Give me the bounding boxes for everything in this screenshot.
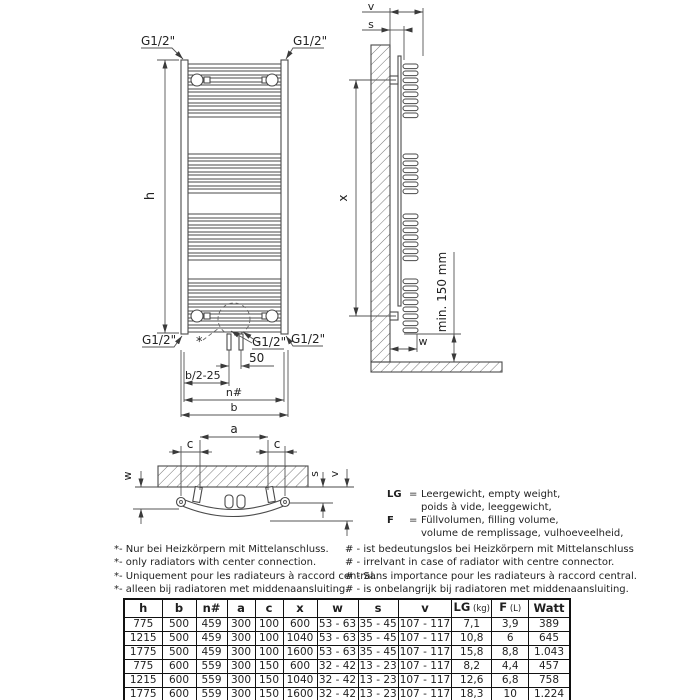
- dim-label-50: 50: [249, 351, 265, 365]
- radiator-rung: [188, 85, 281, 89]
- radiator-rung: [188, 99, 281, 103]
- table-row: [124, 674, 570, 688]
- footnote-line: # - is onbelangrijk bij radiatoren met middenaansluiting.: [345, 584, 629, 596]
- wall-bracket-icons: [191, 74, 278, 322]
- table-cell: 150: [255, 674, 283, 688]
- radiator-rung: [188, 279, 281, 283]
- table-cell: 53 - 63: [318, 646, 357, 658]
- table-cell: 6: [492, 632, 529, 646]
- dim-label-b2-25: b/2-25: [185, 369, 221, 382]
- column-header: h: [124, 599, 162, 618]
- table-cell: 457: [529, 660, 570, 674]
- tube-loop: [403, 64, 418, 69]
- center-stub-right: [237, 495, 245, 508]
- column-header: F (L): [492, 599, 529, 618]
- table-cell: 600: [283, 618, 317, 632]
- radiator-rungs: [188, 64, 281, 332]
- bracket-left: [193, 487, 202, 503]
- radiator-rung: [188, 228, 281, 232]
- bracket-right: [266, 487, 275, 503]
- table-cell: 500: [162, 646, 196, 660]
- dim-label-n: n#: [225, 386, 243, 399]
- tube-loop: [403, 71, 418, 76]
- footnote-line: *- only radiators with center connection.: [114, 557, 317, 569]
- table-cell: 8,8: [492, 646, 529, 660]
- legend-row-lg: [387, 488, 623, 501]
- footnote-line: # - Sans importance pour les radiateurs à raccord central.: [345, 570, 637, 582]
- column-header: b: [162, 599, 196, 618]
- radiator-rung: [188, 307, 281, 311]
- radiator-rung: [188, 182, 281, 186]
- dim-label-s-bottom: s: [308, 471, 321, 477]
- table-cell: 53 - 63: [318, 632, 357, 644]
- side-view: [336, 0, 502, 372]
- table-cell: 300: [227, 674, 255, 688]
- table-cell: 300: [227, 632, 255, 646]
- table-cell: 10,8: [452, 632, 492, 646]
- mounting-plate: [398, 56, 401, 306]
- center-stub-left: [225, 495, 233, 508]
- table-cell: 6,8: [492, 674, 529, 688]
- dim-label-h: h: [143, 191, 158, 201]
- table-cell: 107 - 117: [399, 688, 451, 700]
- radiator-rung: [188, 214, 281, 218]
- radiator-rung: [188, 113, 281, 117]
- bottom-view: [121, 422, 354, 536]
- spec-table: [123, 598, 571, 700]
- table-cell: 559: [196, 660, 227, 674]
- tube-loop: [403, 242, 418, 247]
- radiator-rung: [188, 106, 281, 110]
- table-cell: 12,6: [452, 674, 492, 688]
- tube-loop: [403, 249, 418, 254]
- legend-row-lg2: [387, 501, 623, 514]
- table-cell: 1775: [124, 646, 162, 660]
- tube-loop: [403, 286, 418, 291]
- tube-loop: [403, 314, 418, 319]
- footnote-line: *- Uniquement pour les radiateurs à raccord central.: [114, 570, 377, 582]
- table-cell: 18,3: [452, 688, 492, 700]
- table-cell: 500: [162, 618, 196, 632]
- table-cell: 300: [227, 660, 255, 674]
- left-tube: [181, 60, 188, 334]
- table-cell: 3,9: [492, 618, 529, 632]
- radiator-rung: [188, 92, 281, 96]
- radiator-rung: [188, 286, 281, 290]
- tube-loop: [403, 321, 418, 326]
- table-cell: 1.224: [529, 688, 570, 700]
- radiator-rung: [188, 235, 281, 239]
- table-cell: 13 - 23: [359, 674, 397, 686]
- table-cell: 1215: [124, 674, 162, 688]
- table-cell: 1215: [124, 632, 162, 646]
- dim-label-a: a: [230, 422, 238, 436]
- table-cell: 559: [196, 688, 227, 700]
- table-row: [124, 632, 570, 646]
- column-header: v: [398, 599, 452, 618]
- dim-label-c-left: c: [186, 437, 194, 451]
- table-cell: 107 - 117: [399, 646, 451, 658]
- table-cell: 600: [283, 660, 317, 674]
- table-body: [124, 618, 570, 700]
- table-row: [124, 660, 570, 674]
- radiator-rung: [188, 221, 281, 225]
- radiator-rung: [188, 242, 281, 246]
- radiator-rung: [188, 71, 281, 75]
- table-cell: 107 - 117: [399, 674, 451, 686]
- dim-label-min-150: min. 150 mm: [435, 251, 449, 333]
- footnote-mark-asterisk: *: [196, 335, 203, 350]
- table-cell: 775: [124, 660, 162, 674]
- table-cell: 15,8: [452, 646, 492, 660]
- dim-label-c-right: c: [273, 437, 281, 451]
- table-cell: 35 - 45: [359, 632, 397, 644]
- footnotes-hash: [345, 543, 637, 597]
- table-row: [124, 646, 570, 660]
- table-cell: 107 - 117: [399, 618, 451, 630]
- table-row: [124, 688, 570, 700]
- table-header-row: [124, 599, 570, 618]
- legend-row-f: [387, 514, 623, 527]
- table-cell: 8,2: [452, 660, 492, 674]
- fitting-label-top-left: G1/2": [141, 34, 176, 48]
- front-view: [141, 34, 327, 417]
- legend-key: LG: [387, 489, 402, 500]
- radiator-rung: [188, 161, 281, 165]
- column-header: n#: [196, 599, 227, 618]
- footnote-line: *- Nur bei Heizkörpern mit Mittelanschluss.: [114, 544, 329, 555]
- table-cell: 300: [227, 646, 255, 660]
- radiator-rung: [188, 328, 281, 332]
- fitting-label-center: G1/2": [252, 335, 287, 349]
- wall-section-top: [158, 466, 308, 487]
- column-header: c: [255, 599, 283, 618]
- tube-loops: [403, 64, 418, 333]
- tube-loop: [403, 175, 418, 180]
- table-cell: 150: [255, 688, 283, 700]
- legend-text: Leergewicht, empty weight,: [421, 489, 561, 500]
- tube-loop: [403, 228, 418, 233]
- tube-loop: [403, 279, 418, 284]
- tube-loop: [403, 113, 418, 118]
- table-cell: 107 - 117: [399, 660, 451, 672]
- radiator-rung: [188, 293, 281, 297]
- tube-loop: [403, 307, 418, 312]
- table-cell: 775: [124, 618, 162, 632]
- footnote-line: # - irrelvant in case of radiator with centre connector.: [345, 557, 615, 569]
- table-cell: 559: [196, 674, 227, 688]
- column-header: LG (kg): [452, 599, 492, 618]
- tube-loop: [403, 78, 418, 83]
- legend-text: volume de remplissage, vulhoeveelheid,: [421, 528, 624, 539]
- table-cell: 459: [196, 618, 227, 632]
- radiator-rung: [188, 64, 281, 68]
- radiator-rung: [188, 321, 281, 325]
- dim-label-v-side: v: [367, 0, 375, 13]
- tube-end-right: [281, 498, 290, 507]
- tube-loop: [403, 85, 418, 90]
- table-cell: 500: [162, 632, 196, 646]
- table-cell: 100: [255, 646, 283, 660]
- table-cell: 1040: [283, 674, 317, 688]
- tube-loop: [403, 182, 418, 187]
- column-header: Watt: [529, 599, 570, 618]
- dim-label-w-side: w: [418, 335, 428, 348]
- table-cell: 389: [529, 618, 570, 632]
- legend-key: F: [387, 515, 394, 526]
- table-cell: 4,4: [492, 660, 529, 674]
- table-cell: 32 - 42: [318, 688, 357, 700]
- table-cell: 35 - 45: [359, 646, 397, 658]
- radiator-rung: [188, 168, 281, 172]
- footnote-line: *- alleen bij radiatoren met middenaansluiting.: [114, 584, 349, 596]
- table-cell: 107 - 117: [399, 632, 451, 644]
- table-cell: 300: [227, 688, 255, 700]
- column-header: s: [358, 599, 398, 618]
- legend-text: Füllvolumen, filling volume,: [421, 515, 559, 526]
- dim-label-b: b: [230, 401, 238, 414]
- radiator-rung: [188, 175, 281, 179]
- table-cell: 100: [255, 618, 283, 632]
- tube-loop: [403, 300, 418, 305]
- dim-label-x: x: [336, 194, 350, 202]
- tube-loop: [403, 161, 418, 166]
- table-cell: 600: [162, 674, 196, 688]
- radiator-rung: [188, 154, 281, 158]
- tube-loop: [403, 168, 418, 173]
- center-pipe-left: [227, 334, 231, 350]
- right-tube: [281, 60, 288, 334]
- tube-loop: [403, 99, 418, 104]
- fitting-label-bottom-left: G1/2": [142, 333, 177, 347]
- legend-eq: =: [409, 515, 418, 526]
- tube-loop: [403, 92, 418, 97]
- table-cell: 1040: [283, 632, 317, 646]
- dim-label-s-side: s: [368, 18, 374, 31]
- legend: [387, 488, 623, 540]
- tube-loop: [403, 235, 418, 240]
- tube-loop: [403, 106, 418, 111]
- table-cell: 32 - 42: [318, 660, 357, 672]
- footnote-line: # - ist bedeutungslos bei Heizkörpern mit Mittelanschluss: [345, 544, 634, 555]
- table-cell: 645: [529, 632, 570, 646]
- table-cell: 459: [196, 632, 227, 646]
- tube-loop: [403, 214, 418, 219]
- tube-loop: [403, 154, 418, 159]
- table-cell: 7,1: [452, 618, 492, 632]
- tube-loop: [403, 293, 418, 298]
- radiator-rung: [188, 189, 281, 193]
- table-cell: 100: [255, 632, 283, 646]
- table-cell: 758: [529, 674, 570, 688]
- fitting-label-bottom-right: G1/2": [291, 332, 326, 346]
- floor-section: [371, 362, 502, 372]
- table-cell: 1600: [283, 688, 317, 700]
- fitting-label-top-right: G1/2": [293, 34, 328, 48]
- table-cell: 1600: [283, 646, 317, 660]
- table-cell: 13 - 23: [359, 688, 397, 700]
- column-header: a: [227, 599, 255, 618]
- legend-text: poids à vide, leeggewicht,: [421, 502, 552, 513]
- table-cell: 35 - 45: [359, 618, 397, 630]
- radiator-rung: [188, 256, 281, 260]
- legend-row-f2: [387, 527, 623, 540]
- table-cell: 600: [162, 660, 196, 674]
- table-cell: 300: [227, 618, 255, 632]
- tube-loop: [403, 328, 418, 333]
- dim-label-v-bottom: v: [328, 470, 341, 478]
- dim-label-w-bottom: w: [121, 471, 134, 481]
- wall-section: [371, 45, 390, 362]
- table-cell: 150: [255, 660, 283, 674]
- table-cell: 13 - 23: [359, 660, 397, 672]
- table-cell: 32 - 42: [318, 674, 357, 686]
- column-header: w: [317, 599, 358, 618]
- tube-end-left: [177, 498, 186, 507]
- column-header: x: [283, 599, 317, 618]
- table-cell: 1775: [124, 688, 162, 700]
- table-cell: 1.043: [529, 646, 570, 660]
- table-cell: 53 - 63: [318, 618, 357, 630]
- footnotes-asterisk: [114, 543, 376, 597]
- legend-eq: =: [409, 489, 418, 500]
- radiator-rung: [188, 300, 281, 304]
- table-cell: 600: [162, 688, 196, 700]
- tube-loop: [403, 221, 418, 226]
- table-cell: 10: [492, 688, 529, 700]
- table-row: [124, 618, 570, 632]
- table-cell: 459: [196, 646, 227, 660]
- tube-loop: [403, 256, 418, 261]
- radiator-rung: [188, 249, 281, 253]
- tube-loop: [403, 189, 418, 194]
